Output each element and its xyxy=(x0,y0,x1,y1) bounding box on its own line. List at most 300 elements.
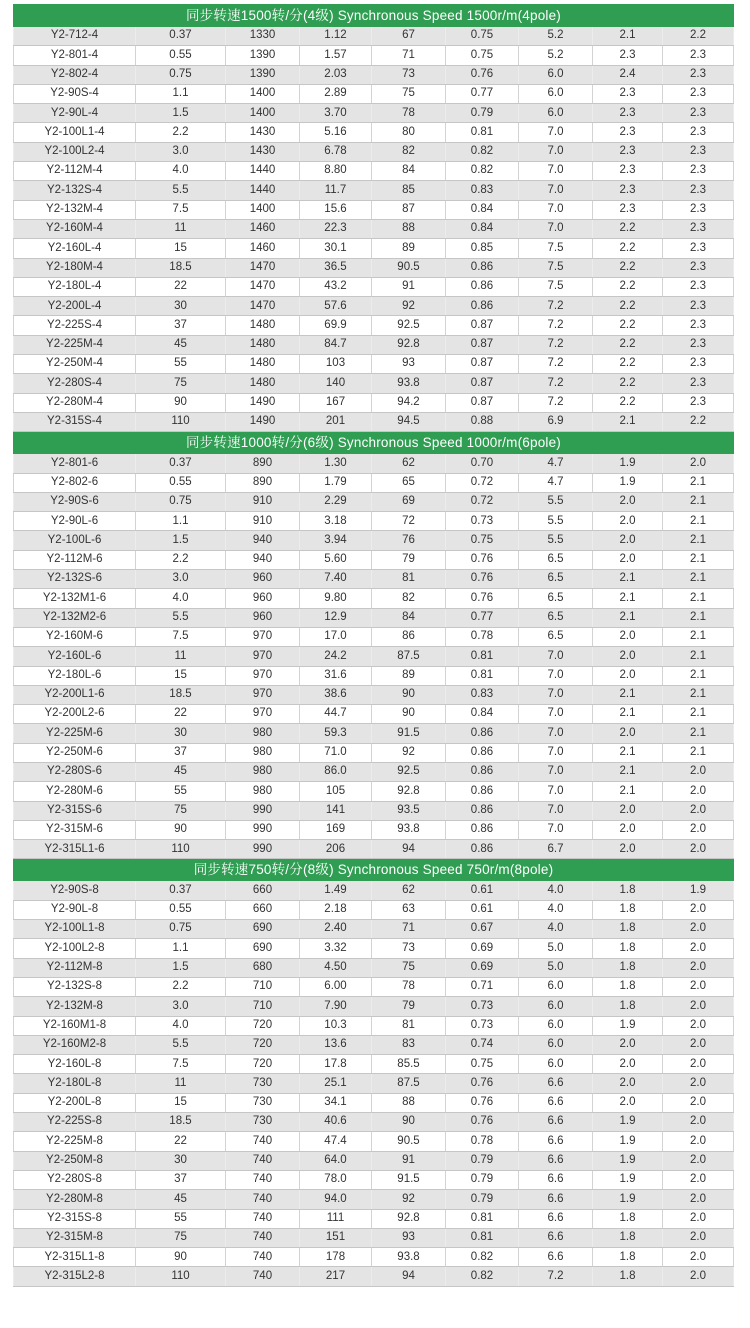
value-cell: 5.16 xyxy=(300,123,372,142)
value-cell: 62 xyxy=(372,454,446,473)
value-cell: 0.76 xyxy=(446,570,519,589)
value-cell: 1460 xyxy=(226,219,300,238)
model-cell: Y2-315M-6 xyxy=(14,820,136,839)
value-cell: 2.2 xyxy=(663,27,734,46)
value-cell: 2.0 xyxy=(663,1074,734,1093)
table-row xyxy=(14,1170,734,1189)
value-cell: 93.8 xyxy=(372,1248,446,1267)
value-cell: 0.79 xyxy=(446,104,519,123)
value-cell: 1.79 xyxy=(300,473,372,492)
value-cell: 1.8 xyxy=(593,920,663,939)
value-cell: 84 xyxy=(372,608,446,627)
value-cell: 0.82 xyxy=(446,1267,519,1286)
model-cell: Y2-225M-4 xyxy=(14,335,136,354)
value-cell: 4.7 xyxy=(519,454,593,473)
value-cell: 1.9 xyxy=(663,881,734,900)
value-cell: 2.1 xyxy=(663,685,734,704)
value-cell: 2.0 xyxy=(593,1093,663,1112)
value-cell: 71.0 xyxy=(300,743,372,762)
value-cell: 740 xyxy=(226,1132,300,1151)
value-cell: 2.3 xyxy=(663,277,734,296)
value-cell: 0.87 xyxy=(446,374,519,393)
value-cell: 1.49 xyxy=(300,881,372,900)
value-cell: 7.0 xyxy=(519,724,593,743)
value-cell: 7.0 xyxy=(519,705,593,724)
table-row xyxy=(14,393,734,412)
value-cell: 18.5 xyxy=(136,685,226,704)
value-cell: 2.0 xyxy=(663,840,734,859)
value-cell: 0.55 xyxy=(136,473,226,492)
value-cell: 2.1 xyxy=(663,647,734,666)
value-cell: 2.40 xyxy=(300,920,372,939)
value-cell: 62 xyxy=(372,881,446,900)
value-cell: 970 xyxy=(226,685,300,704)
table-row xyxy=(14,647,734,666)
value-cell: 2.3 xyxy=(593,142,663,161)
value-cell: 0.82 xyxy=(446,142,519,161)
table-row xyxy=(14,531,734,550)
value-cell: 2.0 xyxy=(593,724,663,743)
value-cell: 206 xyxy=(300,840,372,859)
value-cell: 2.4 xyxy=(593,65,663,84)
value-cell: 2.0 xyxy=(663,1035,734,1054)
model-cell: Y2-180L-4 xyxy=(14,277,136,296)
value-cell: 7.0 xyxy=(519,142,593,161)
value-cell: 47.4 xyxy=(300,1132,372,1151)
value-cell: 151 xyxy=(300,1228,372,1247)
value-cell: 1490 xyxy=(226,412,300,431)
value-cell: 0.84 xyxy=(446,200,519,219)
section-header-row xyxy=(14,432,734,454)
value-cell: 2.1 xyxy=(663,724,734,743)
value-cell: 2.1 xyxy=(663,473,734,492)
value-cell: 0.76 xyxy=(446,1074,519,1093)
value-cell: 2.1 xyxy=(593,412,663,431)
value-cell: 2.0 xyxy=(593,647,663,666)
value-cell: 1460 xyxy=(226,239,300,258)
value-cell: 6.0 xyxy=(519,1035,593,1054)
value-cell: 11 xyxy=(136,219,226,238)
value-cell: 740 xyxy=(226,1248,300,1267)
value-cell: 2.0 xyxy=(663,1228,734,1247)
value-cell: 110 xyxy=(136,412,226,431)
value-cell: 6.6 xyxy=(519,1093,593,1112)
model-cell: Y2-315L1-6 xyxy=(14,840,136,859)
table-row xyxy=(14,685,734,704)
table-row xyxy=(14,782,734,801)
value-cell: 6.6 xyxy=(519,1248,593,1267)
table-row xyxy=(14,219,734,238)
value-cell: 1470 xyxy=(226,258,300,277)
value-cell: 0.73 xyxy=(446,512,519,531)
value-cell: 1.5 xyxy=(136,104,226,123)
value-cell: 690 xyxy=(226,920,300,939)
value-cell: 93.8 xyxy=(372,374,446,393)
model-cell: Y2-112M-8 xyxy=(14,958,136,977)
section-header-row xyxy=(14,5,734,27)
value-cell: 4.0 xyxy=(136,589,226,608)
value-cell: 94 xyxy=(372,1267,446,1286)
value-cell: 86 xyxy=(372,627,446,646)
model-cell: Y2-200L1-6 xyxy=(14,685,136,704)
value-cell: 2.3 xyxy=(663,46,734,65)
table-row xyxy=(14,570,734,589)
value-cell: 1.9 xyxy=(593,1190,663,1209)
value-cell: 45 xyxy=(136,1190,226,1209)
model-cell: Y2-200L-8 xyxy=(14,1093,136,1112)
value-cell: 2.0 xyxy=(663,1190,734,1209)
value-cell: 3.0 xyxy=(136,997,226,1016)
model-cell: Y2-160M-4 xyxy=(14,219,136,238)
value-cell: 0.86 xyxy=(446,801,519,820)
value-cell: 91.5 xyxy=(372,1170,446,1189)
value-cell: 167 xyxy=(300,393,372,412)
value-cell: 6.6 xyxy=(519,1228,593,1247)
value-cell: 2.3 xyxy=(663,374,734,393)
value-cell: 5.5 xyxy=(519,492,593,511)
value-cell: 1400 xyxy=(226,200,300,219)
value-cell: 960 xyxy=(226,589,300,608)
value-cell: 5.5 xyxy=(519,531,593,550)
table-row xyxy=(14,550,734,569)
value-cell: 1.5 xyxy=(136,531,226,550)
value-cell: 69.9 xyxy=(300,316,372,335)
value-cell: 2.2 xyxy=(136,550,226,569)
value-cell: 64.0 xyxy=(300,1151,372,1170)
value-cell: 6.9 xyxy=(519,412,593,431)
value-cell: 7.5 xyxy=(136,1055,226,1074)
table-row xyxy=(14,1132,734,1151)
model-cell: Y2-132M2-6 xyxy=(14,608,136,627)
table-row xyxy=(14,820,734,839)
table-row xyxy=(14,200,734,219)
table-row xyxy=(14,142,734,161)
value-cell: 31.6 xyxy=(300,666,372,685)
value-cell: 730 xyxy=(226,1074,300,1093)
table-row xyxy=(14,316,734,335)
value-cell: 7.5 xyxy=(519,277,593,296)
value-cell: 2.0 xyxy=(593,627,663,646)
table-row xyxy=(14,512,734,531)
table-row xyxy=(14,355,734,374)
value-cell: 0.75 xyxy=(446,1055,519,1074)
value-cell: 1.1 xyxy=(136,939,226,958)
value-cell: 2.3 xyxy=(593,181,663,200)
value-cell: 90.5 xyxy=(372,258,446,277)
model-cell: Y2-225M-6 xyxy=(14,724,136,743)
value-cell: 2.2 xyxy=(593,239,663,258)
model-cell: Y2-225S-8 xyxy=(14,1113,136,1132)
value-cell: 92.8 xyxy=(372,782,446,801)
value-cell: 2.0 xyxy=(663,958,734,977)
value-cell: 2.3 xyxy=(663,65,734,84)
value-cell: 7.90 xyxy=(300,997,372,1016)
model-cell: Y2-90L-4 xyxy=(14,104,136,123)
value-cell: 89 xyxy=(372,666,446,685)
value-cell: 660 xyxy=(226,900,300,919)
value-cell: 2.0 xyxy=(593,840,663,859)
value-cell: 6.7 xyxy=(519,840,593,859)
value-cell: 2.3 xyxy=(663,355,734,374)
value-cell: 0.86 xyxy=(446,277,519,296)
value-cell: 87.5 xyxy=(372,1074,446,1093)
value-cell: 11 xyxy=(136,1074,226,1093)
value-cell: 36.5 xyxy=(300,258,372,277)
value-cell: 680 xyxy=(226,958,300,977)
value-cell: 43.2 xyxy=(300,277,372,296)
value-cell: 1.9 xyxy=(593,1151,663,1170)
value-cell: 7.5 xyxy=(519,239,593,258)
value-cell: 83 xyxy=(372,1035,446,1054)
value-cell: 3.94 xyxy=(300,531,372,550)
value-cell: 2.0 xyxy=(663,1267,734,1286)
value-cell: 2.3 xyxy=(663,181,734,200)
value-cell: 30 xyxy=(136,297,226,316)
value-cell: 69 xyxy=(372,492,446,511)
value-cell: 88 xyxy=(372,1093,446,1112)
value-cell: 0.76 xyxy=(446,550,519,569)
value-cell: 970 xyxy=(226,647,300,666)
value-cell: 0.86 xyxy=(446,743,519,762)
value-cell: 0.78 xyxy=(446,627,519,646)
value-cell: 75 xyxy=(372,958,446,977)
value-cell: 0.84 xyxy=(446,705,519,724)
value-cell: 2.1 xyxy=(663,666,734,685)
table-row xyxy=(14,84,734,103)
value-cell: 2.3 xyxy=(663,297,734,316)
value-cell: 55 xyxy=(136,782,226,801)
value-cell: 730 xyxy=(226,1113,300,1132)
value-cell: 1.30 xyxy=(300,454,372,473)
value-cell: 34.1 xyxy=(300,1093,372,1112)
model-cell: Y2-180M-4 xyxy=(14,258,136,277)
value-cell: 25.1 xyxy=(300,1074,372,1093)
value-cell: 0.79 xyxy=(446,1170,519,1189)
value-cell: 5.5 xyxy=(136,181,226,200)
value-cell: 0.75 xyxy=(446,46,519,65)
value-cell: 1440 xyxy=(226,181,300,200)
section-header: 同步转速750转/分(8级) Synchronous Speed 750r/m(8pole) xyxy=(14,859,734,881)
value-cell: 2.1 xyxy=(593,685,663,704)
value-cell: 1.5 xyxy=(136,958,226,977)
value-cell: 1430 xyxy=(226,123,300,142)
value-cell: 960 xyxy=(226,570,300,589)
model-cell: Y2-160M-6 xyxy=(14,627,136,646)
model-cell: Y2-280S-8 xyxy=(14,1170,136,1189)
value-cell: 720 xyxy=(226,1055,300,1074)
value-cell: 7.0 xyxy=(519,685,593,704)
value-cell: 5.0 xyxy=(519,958,593,977)
model-cell: Y2-200L2-6 xyxy=(14,705,136,724)
value-cell: 55 xyxy=(136,1209,226,1228)
value-cell: 6.0 xyxy=(519,65,593,84)
value-cell: 94.5 xyxy=(372,412,446,431)
value-cell: 0.69 xyxy=(446,939,519,958)
table-row xyxy=(14,608,734,627)
value-cell: 7.0 xyxy=(519,162,593,181)
value-cell: 2.03 xyxy=(300,65,372,84)
model-cell: Y2-200L-4 xyxy=(14,297,136,316)
model-cell: Y2-280S-6 xyxy=(14,762,136,781)
value-cell: 2.2 xyxy=(593,297,663,316)
value-cell: 740 xyxy=(226,1170,300,1189)
value-cell: 0.83 xyxy=(446,181,519,200)
value-cell: 2.3 xyxy=(663,335,734,354)
value-cell: 1400 xyxy=(226,84,300,103)
value-cell: 22.3 xyxy=(300,219,372,238)
section-header: 同步转速1500转/分(4级) Synchronous Speed 1500r/m(4pole) xyxy=(14,5,734,27)
value-cell: 110 xyxy=(136,1267,226,1286)
value-cell: 78 xyxy=(372,104,446,123)
value-cell: 0.81 xyxy=(446,1228,519,1247)
value-cell: 87 xyxy=(372,200,446,219)
table-row xyxy=(14,666,734,685)
table-row xyxy=(14,840,734,859)
value-cell: 0.83 xyxy=(446,685,519,704)
table-row xyxy=(14,1151,734,1170)
value-cell: 0.86 xyxy=(446,762,519,781)
table-row xyxy=(14,958,734,977)
value-cell: 2.3 xyxy=(593,46,663,65)
table-row xyxy=(14,473,734,492)
value-cell: 890 xyxy=(226,454,300,473)
value-cell: 2.0 xyxy=(663,1132,734,1151)
table-row xyxy=(14,1093,734,1112)
model-cell: Y2-112M-4 xyxy=(14,162,136,181)
value-cell: 8.80 xyxy=(300,162,372,181)
value-cell: 45 xyxy=(136,335,226,354)
value-cell: 75 xyxy=(136,801,226,820)
value-cell: 2.2 xyxy=(593,316,663,335)
value-cell: 2.0 xyxy=(663,900,734,919)
table-row xyxy=(14,1074,734,1093)
value-cell: 88 xyxy=(372,219,446,238)
value-cell: 5.5 xyxy=(136,608,226,627)
value-cell: 7.0 xyxy=(519,200,593,219)
value-cell: 0.73 xyxy=(446,997,519,1016)
value-cell: 2.0 xyxy=(593,801,663,820)
model-cell: Y2-160L-6 xyxy=(14,647,136,666)
value-cell: 6.0 xyxy=(519,977,593,996)
value-cell: 0.61 xyxy=(446,900,519,919)
value-cell: 2.1 xyxy=(593,782,663,801)
value-cell: 2.3 xyxy=(663,142,734,161)
value-cell: 2.0 xyxy=(593,666,663,685)
value-cell: 1.8 xyxy=(593,939,663,958)
value-cell: 0.75 xyxy=(446,531,519,550)
value-cell: 970 xyxy=(226,705,300,724)
value-cell: 1480 xyxy=(226,316,300,335)
value-cell: 7.2 xyxy=(519,374,593,393)
value-cell: 1.9 xyxy=(593,1016,663,1035)
value-cell: 2.2 xyxy=(593,355,663,374)
value-cell: 0.85 xyxy=(446,239,519,258)
value-cell: 18.5 xyxy=(136,1113,226,1132)
value-cell: 92.8 xyxy=(372,335,446,354)
table-row xyxy=(14,997,734,1016)
value-cell: 2.0 xyxy=(663,782,734,801)
value-cell: 2.3 xyxy=(593,200,663,219)
model-cell: Y2-802-6 xyxy=(14,473,136,492)
table-row xyxy=(14,104,734,123)
value-cell: 15.6 xyxy=(300,200,372,219)
model-cell: Y2-132S-8 xyxy=(14,977,136,996)
value-cell: 7.0 xyxy=(519,820,593,839)
value-cell: 17.8 xyxy=(300,1055,372,1074)
model-cell: Y2-100L-6 xyxy=(14,531,136,550)
value-cell: 0.87 xyxy=(446,316,519,335)
value-cell: 0.76 xyxy=(446,65,519,84)
value-cell: 740 xyxy=(226,1228,300,1247)
model-cell: Y2-160M2-8 xyxy=(14,1035,136,1054)
table-row xyxy=(14,65,734,84)
value-cell: 7.5 xyxy=(136,200,226,219)
value-cell: 86.0 xyxy=(300,762,372,781)
value-cell: 910 xyxy=(226,492,300,511)
value-cell: 4.0 xyxy=(136,162,226,181)
model-cell: Y2-180L-6 xyxy=(14,666,136,685)
value-cell: 91.5 xyxy=(372,724,446,743)
value-cell: 3.0 xyxy=(136,142,226,161)
value-cell: 0.37 xyxy=(136,454,226,473)
value-cell: 1.9 xyxy=(593,1170,663,1189)
value-cell: 2.3 xyxy=(663,258,734,277)
value-cell: 7.0 xyxy=(519,647,593,666)
value-cell: 2.1 xyxy=(593,589,663,608)
value-cell: 92.5 xyxy=(372,762,446,781)
value-cell: 7.0 xyxy=(519,801,593,820)
value-cell: 90 xyxy=(136,820,226,839)
value-cell: 5.2 xyxy=(519,27,593,46)
model-cell: Y2-315S-4 xyxy=(14,412,136,431)
value-cell: 7.2 xyxy=(519,393,593,412)
value-cell: 7.5 xyxy=(136,627,226,646)
value-cell: 75 xyxy=(372,84,446,103)
value-cell: 740 xyxy=(226,1190,300,1209)
value-cell: 1.57 xyxy=(300,46,372,65)
value-cell: 2.1 xyxy=(593,27,663,46)
value-cell: 0.81 xyxy=(446,666,519,685)
value-cell: 2.0 xyxy=(663,939,734,958)
value-cell: 2.0 xyxy=(663,454,734,473)
table-row xyxy=(14,123,734,142)
value-cell: 87.5 xyxy=(372,647,446,666)
value-cell: 92.5 xyxy=(372,316,446,335)
value-cell: 0.70 xyxy=(446,454,519,473)
value-cell: 2.0 xyxy=(663,1055,734,1074)
value-cell: 2.18 xyxy=(300,900,372,919)
value-cell: 2.1 xyxy=(593,762,663,781)
value-cell: 140 xyxy=(300,374,372,393)
table-row xyxy=(14,454,734,473)
value-cell: 82 xyxy=(372,589,446,608)
model-cell: Y2-160L-4 xyxy=(14,239,136,258)
value-cell: 93.8 xyxy=(372,820,446,839)
value-cell: 1.8 xyxy=(593,1248,663,1267)
value-cell: 79 xyxy=(372,550,446,569)
value-cell: 90.5 xyxy=(372,1132,446,1151)
table-row xyxy=(14,705,734,724)
value-cell: 94.2 xyxy=(372,393,446,412)
value-cell: 980 xyxy=(226,762,300,781)
value-cell: 73 xyxy=(372,65,446,84)
value-cell: 81 xyxy=(372,570,446,589)
value-cell: 0.78 xyxy=(446,1132,519,1151)
value-cell: 970 xyxy=(226,627,300,646)
value-cell: 2.0 xyxy=(593,820,663,839)
value-cell: 85 xyxy=(372,181,446,200)
value-cell: 1.8 xyxy=(593,1267,663,1286)
